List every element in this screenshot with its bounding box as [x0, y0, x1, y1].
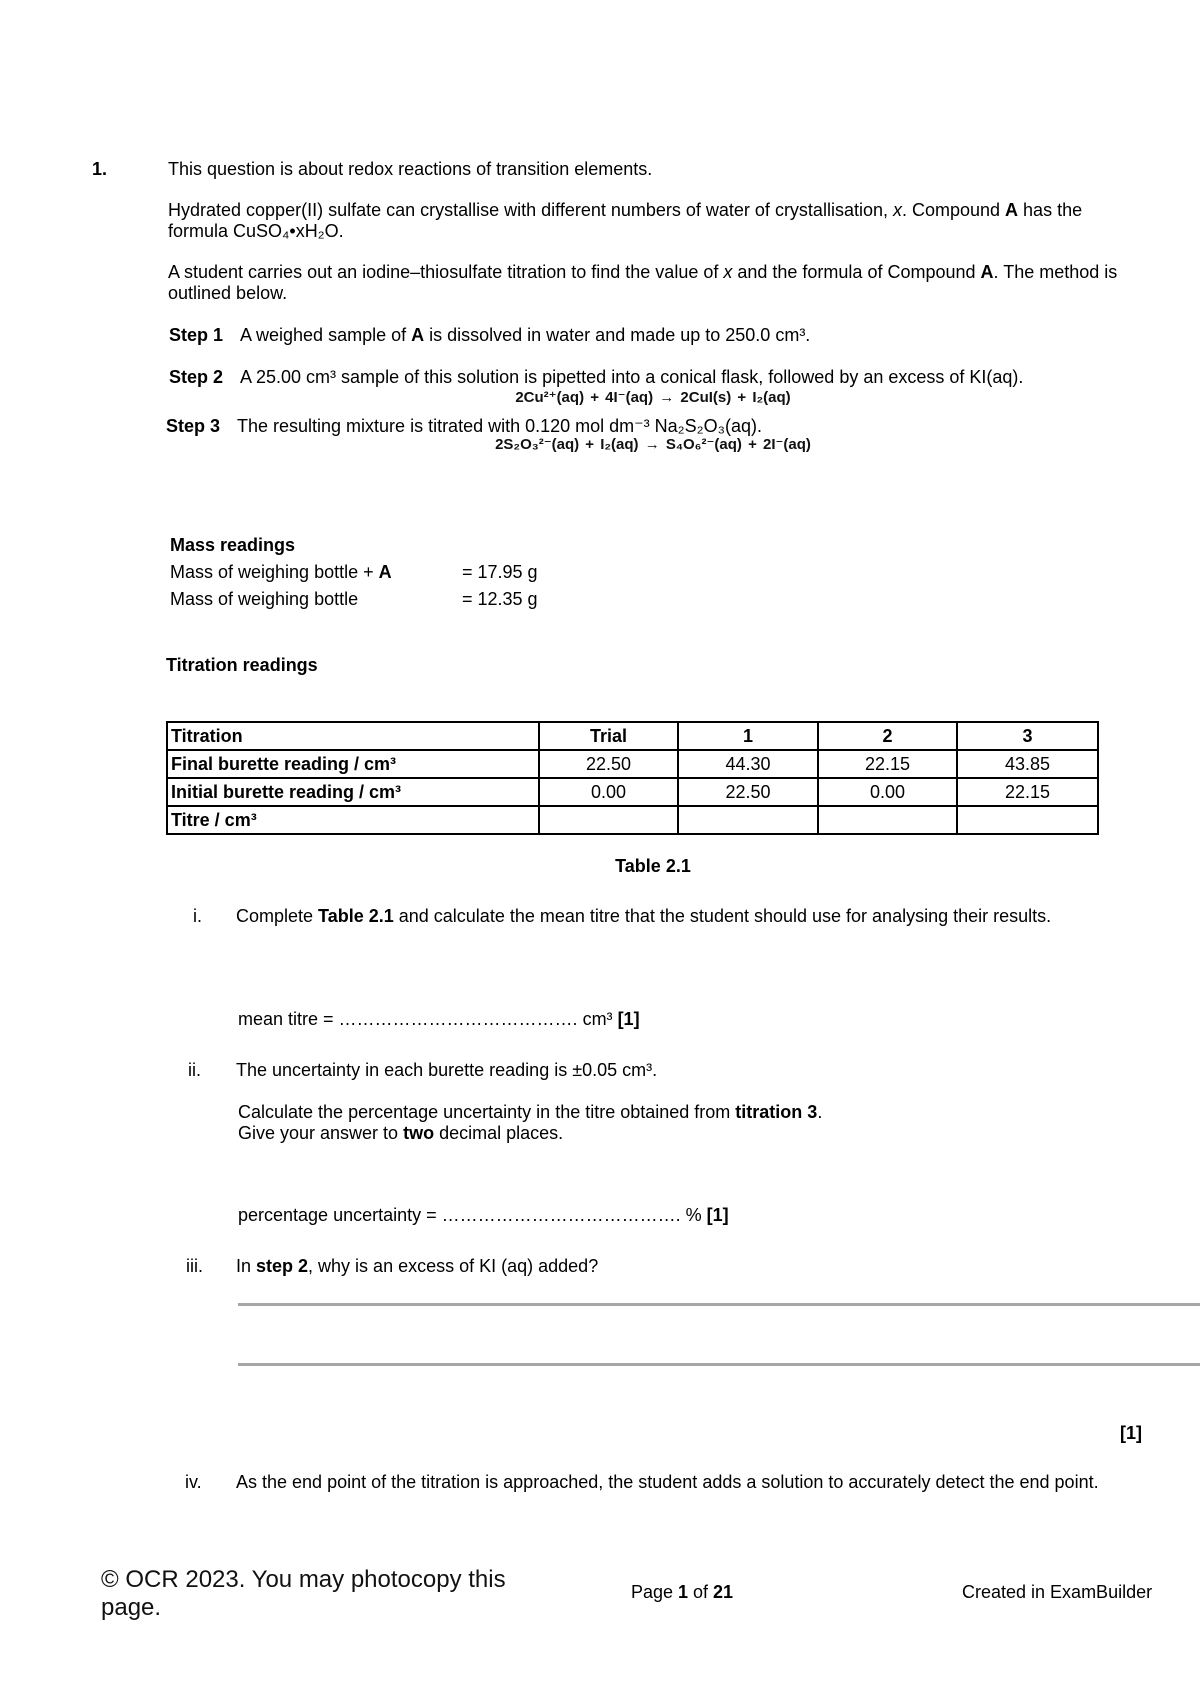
part-i-text [236, 906, 1051, 927]
emphasis-text: two [403, 1123, 435, 1143]
compound-a-label: A [1005, 200, 1019, 220]
part-ii-instructions [238, 1102, 822, 1144]
text-run: of [688, 1582, 714, 1602]
variable-x: x [892, 200, 902, 220]
titration-table [166, 721, 1099, 835]
step-3-text [237, 416, 762, 437]
table-row [167, 778, 1098, 806]
answer-label: mean titre = [238, 1009, 339, 1029]
table-cell: 43.85 [957, 750, 1098, 778]
emphasis-text: titration 3 [735, 1102, 818, 1122]
part-ii-marker: ii. [188, 1060, 201, 1080]
mass-row-value: = 17.95 g [462, 562, 538, 582]
compound-a-label: A [378, 562, 392, 582]
table-cell: 22.50 [678, 778, 818, 806]
mass-row-label [170, 562, 392, 583]
titration-readings-heading: Titration readings [166, 655, 318, 675]
table-caption: Table 2.1 [615, 856, 691, 876]
text-run: . The method is [993, 262, 1118, 282]
current-page: 1 [677, 1582, 688, 1602]
text-run: . [817, 1102, 823, 1122]
part-iii-marker: iii. [186, 1256, 203, 1276]
text-run: Complete [236, 906, 319, 926]
table-header-cell: 1 [678, 722, 818, 750]
text-run: has the [1018, 200, 1083, 220]
table-header-row [167, 722, 1098, 750]
text-run: In [236, 1256, 257, 1276]
table-cell: 22.15 [818, 750, 957, 778]
part-iv-text: As the end point of the titration is approached, the student adds a solution to accurately detect the end point. [236, 1472, 1099, 1492]
footer-copyright: © OCR 2023. You may photocopy this page. [101, 1566, 506, 1621]
footer-created: Created in ExamBuilder [962, 1582, 1153, 1602]
compound-description [168, 200, 1082, 242]
method-description [168, 262, 1117, 304]
answer-label: percentage uncertainty = [238, 1205, 442, 1225]
table-row-label: Titre / cm³ [167, 806, 539, 834]
step-1-text [240, 325, 810, 346]
text-line [238, 1123, 822, 1144]
text-run: Calculate the percentage uncertainty in the titre obtained from [238, 1102, 736, 1122]
emphasis-text: step 2 [256, 1256, 309, 1276]
table-header-cell: Titration [167, 722, 539, 750]
part-iv-marker: iv. [185, 1472, 202, 1492]
text-run: and calculate the mean titre that the student should use for analysing their results. [393, 906, 1052, 926]
part-iii-text [236, 1256, 598, 1277]
text-run: and the formula of Compound [732, 262, 981, 282]
marks-label: [1] [617, 1009, 640, 1029]
text-line [168, 200, 1082, 221]
step-3-equation: 2S₂O₃²⁻(aq) + I₂(aq) → S₄O₆²⁻(aq) + 2I⁻(aq) [495, 436, 811, 453]
table-header-cell: 3 [957, 722, 1098, 750]
table-cell-empty [818, 806, 957, 834]
mass-row-label [170, 589, 358, 610]
text-line [168, 283, 1117, 304]
text-run: is dissolved in water and made up to 250.0 cm³. [424, 325, 811, 345]
text-run: outlined below. [168, 283, 288, 303]
table-row-label: Initial burette reading / cm³ [167, 778, 539, 806]
answer-line [238, 1363, 1200, 1366]
table-row [167, 806, 1098, 834]
step-2-label: Step 2 [169, 367, 224, 387]
mean-titre-answer [238, 1009, 640, 1030]
answer-dots: …………………………………. [441, 1205, 681, 1225]
text-line [238, 1102, 822, 1123]
footer-page-number [582, 1582, 782, 1603]
mass-row-value: = 12.35 g [462, 589, 538, 609]
total-pages: 21 [713, 1582, 734, 1602]
table-cell: 44.30 [678, 750, 818, 778]
percentage-uncertainty-answer [238, 1205, 729, 1226]
text-run: . Compound [901, 200, 1006, 220]
table-header-cell: 2 [818, 722, 957, 750]
answer-unit: cm³ [577, 1009, 618, 1029]
question-intro: This question is about redox reactions of transition elements. [168, 159, 653, 179]
table-header-cell: Trial [539, 722, 678, 750]
step-2-text [240, 367, 1023, 388]
table-cell-empty [957, 806, 1098, 834]
table-cell: 0.00 [818, 778, 957, 806]
part-ii-text: The uncertainty in each burette reading is ±0.05 cm³. [236, 1060, 658, 1080]
text-run: Hydrated copper(II) sulfate can crystallise with different numbers of water of crystallisation, [168, 200, 893, 220]
text-run: decimal places. [434, 1123, 564, 1143]
table-row [167, 750, 1098, 778]
table-row-label: Final burette reading / cm³ [167, 750, 539, 778]
answer-unit: % [680, 1205, 707, 1225]
compound-a-label: A [980, 262, 994, 282]
compound-a-label: A [411, 325, 425, 345]
table-cell-empty [539, 806, 678, 834]
text-run: , why is an excess of KI (aq) added? [308, 1256, 599, 1276]
step-1-label: Step 1 [169, 325, 224, 345]
step-3-label: Step 3 [166, 416, 221, 436]
marks-label: [1] [706, 1205, 729, 1225]
answer-dots: …………………………………. [338, 1009, 578, 1029]
mass-readings-heading: Mass readings [170, 535, 296, 555]
table-cell-empty [678, 806, 818, 834]
table-cell: 22.50 [539, 750, 678, 778]
text-run: A 25.00 cm³ sample of this solution is pipetted into a conical flask, followed by an excess of KI(aq). [240, 367, 1024, 387]
table-cell: 0.00 [539, 778, 678, 806]
table-reference: Table 2.1 [318, 906, 394, 926]
text-line [168, 262, 1117, 283]
text-run: The resulting mixture is titrated with 0.120 mol dm⁻³ Na₂S₂O₃(aq). [237, 416, 762, 436]
text-run: A student carries out an iodine–thiosulfate titration to find the value of [168, 262, 724, 282]
question-number: 1. [92, 159, 108, 179]
part-i-marker: i. [193, 906, 202, 926]
text-run: Mass of weighing bottle + [170, 562, 379, 582]
answer-line [238, 1303, 1200, 1306]
text-run: Give your answer to [238, 1123, 404, 1143]
text-run: A weighed sample of [240, 325, 412, 345]
variable-x: x [723, 262, 733, 282]
table-cell: 22.15 [957, 778, 1098, 806]
marks-label: [1] [1120, 1423, 1142, 1443]
text-line [168, 221, 1082, 242]
formula-text: formula CuSO₄•xH₂O. [168, 221, 344, 241]
text-run: Mass of weighing bottle [170, 589, 359, 609]
step-2-equation: 2Cu²⁺(aq) + 4I⁻(aq) → 2CuI(s) + I₂(aq) [515, 389, 791, 406]
text-run: Page [630, 1582, 678, 1602]
